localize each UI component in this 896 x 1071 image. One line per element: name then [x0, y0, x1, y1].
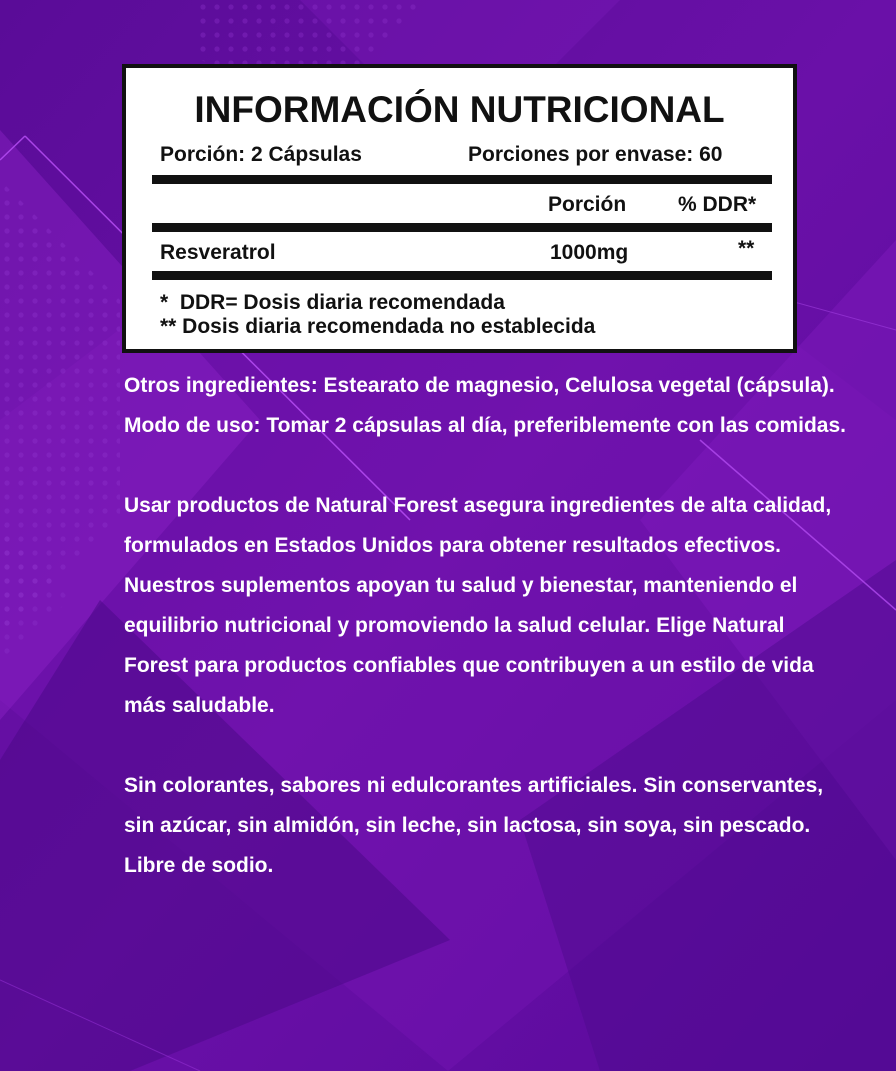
- free-from-statement: Sin colorantes, sabores ni edulcorantes artificiales. Sin conservantes, sin azúcar, sin almidón, sin leche, sin lactosa, sin soya, sin pescado. Libre de sodio.: [124, 774, 824, 877]
- brand-description: Usar productos de Natural Forest asegura ingredientes de alta calidad, formulados en Estados Unidos para obtener resultados efectivos. Nuestros suplementos apoyan tu salud y bienestar, manteniendo el equilibrio nutricional y promoviendo la salud celular. Elige Natural Forest para productos confiables que contribuyen a un estilo de vida más saludable.: [124, 494, 832, 717]
- thick-divider-top: [152, 175, 772, 184]
- nutrient-name: Resveratrol: [160, 241, 276, 264]
- usage-instructions: Modo de uso: Tomar 2 cápsulas al día, preferiblemente con las comidas.: [124, 414, 846, 437]
- thick-divider-bottom: [152, 271, 772, 280]
- nutrient-amount: 1000mg: [550, 241, 629, 264]
- serving-size: Porción: 2 Cápsulas: [160, 143, 362, 166]
- footnote-not-established: ** Dosis diaria recomendada no establecida: [160, 315, 596, 338]
- other-ingredients: Otros ingredientes: Estearato de magnesio, Celulosa vegetal (cápsula).: [124, 374, 835, 397]
- footnote-ddr: * DDR= Dosis diaria recomendada: [160, 291, 505, 314]
- nutrient-ddr: **: [738, 237, 755, 260]
- panel-title: INFORMACIÓN NUTRICIONAL: [194, 89, 725, 130]
- servings-per-container: Porciones por envase: 60: [468, 143, 723, 166]
- header-portion: Porción: [548, 193, 627, 216]
- product-description: [124, 366, 854, 886]
- nutrition-facts-panel: [122, 64, 797, 353]
- header-ddr: % DDR*: [678, 193, 757, 216]
- thick-divider-middle: [152, 223, 772, 232]
